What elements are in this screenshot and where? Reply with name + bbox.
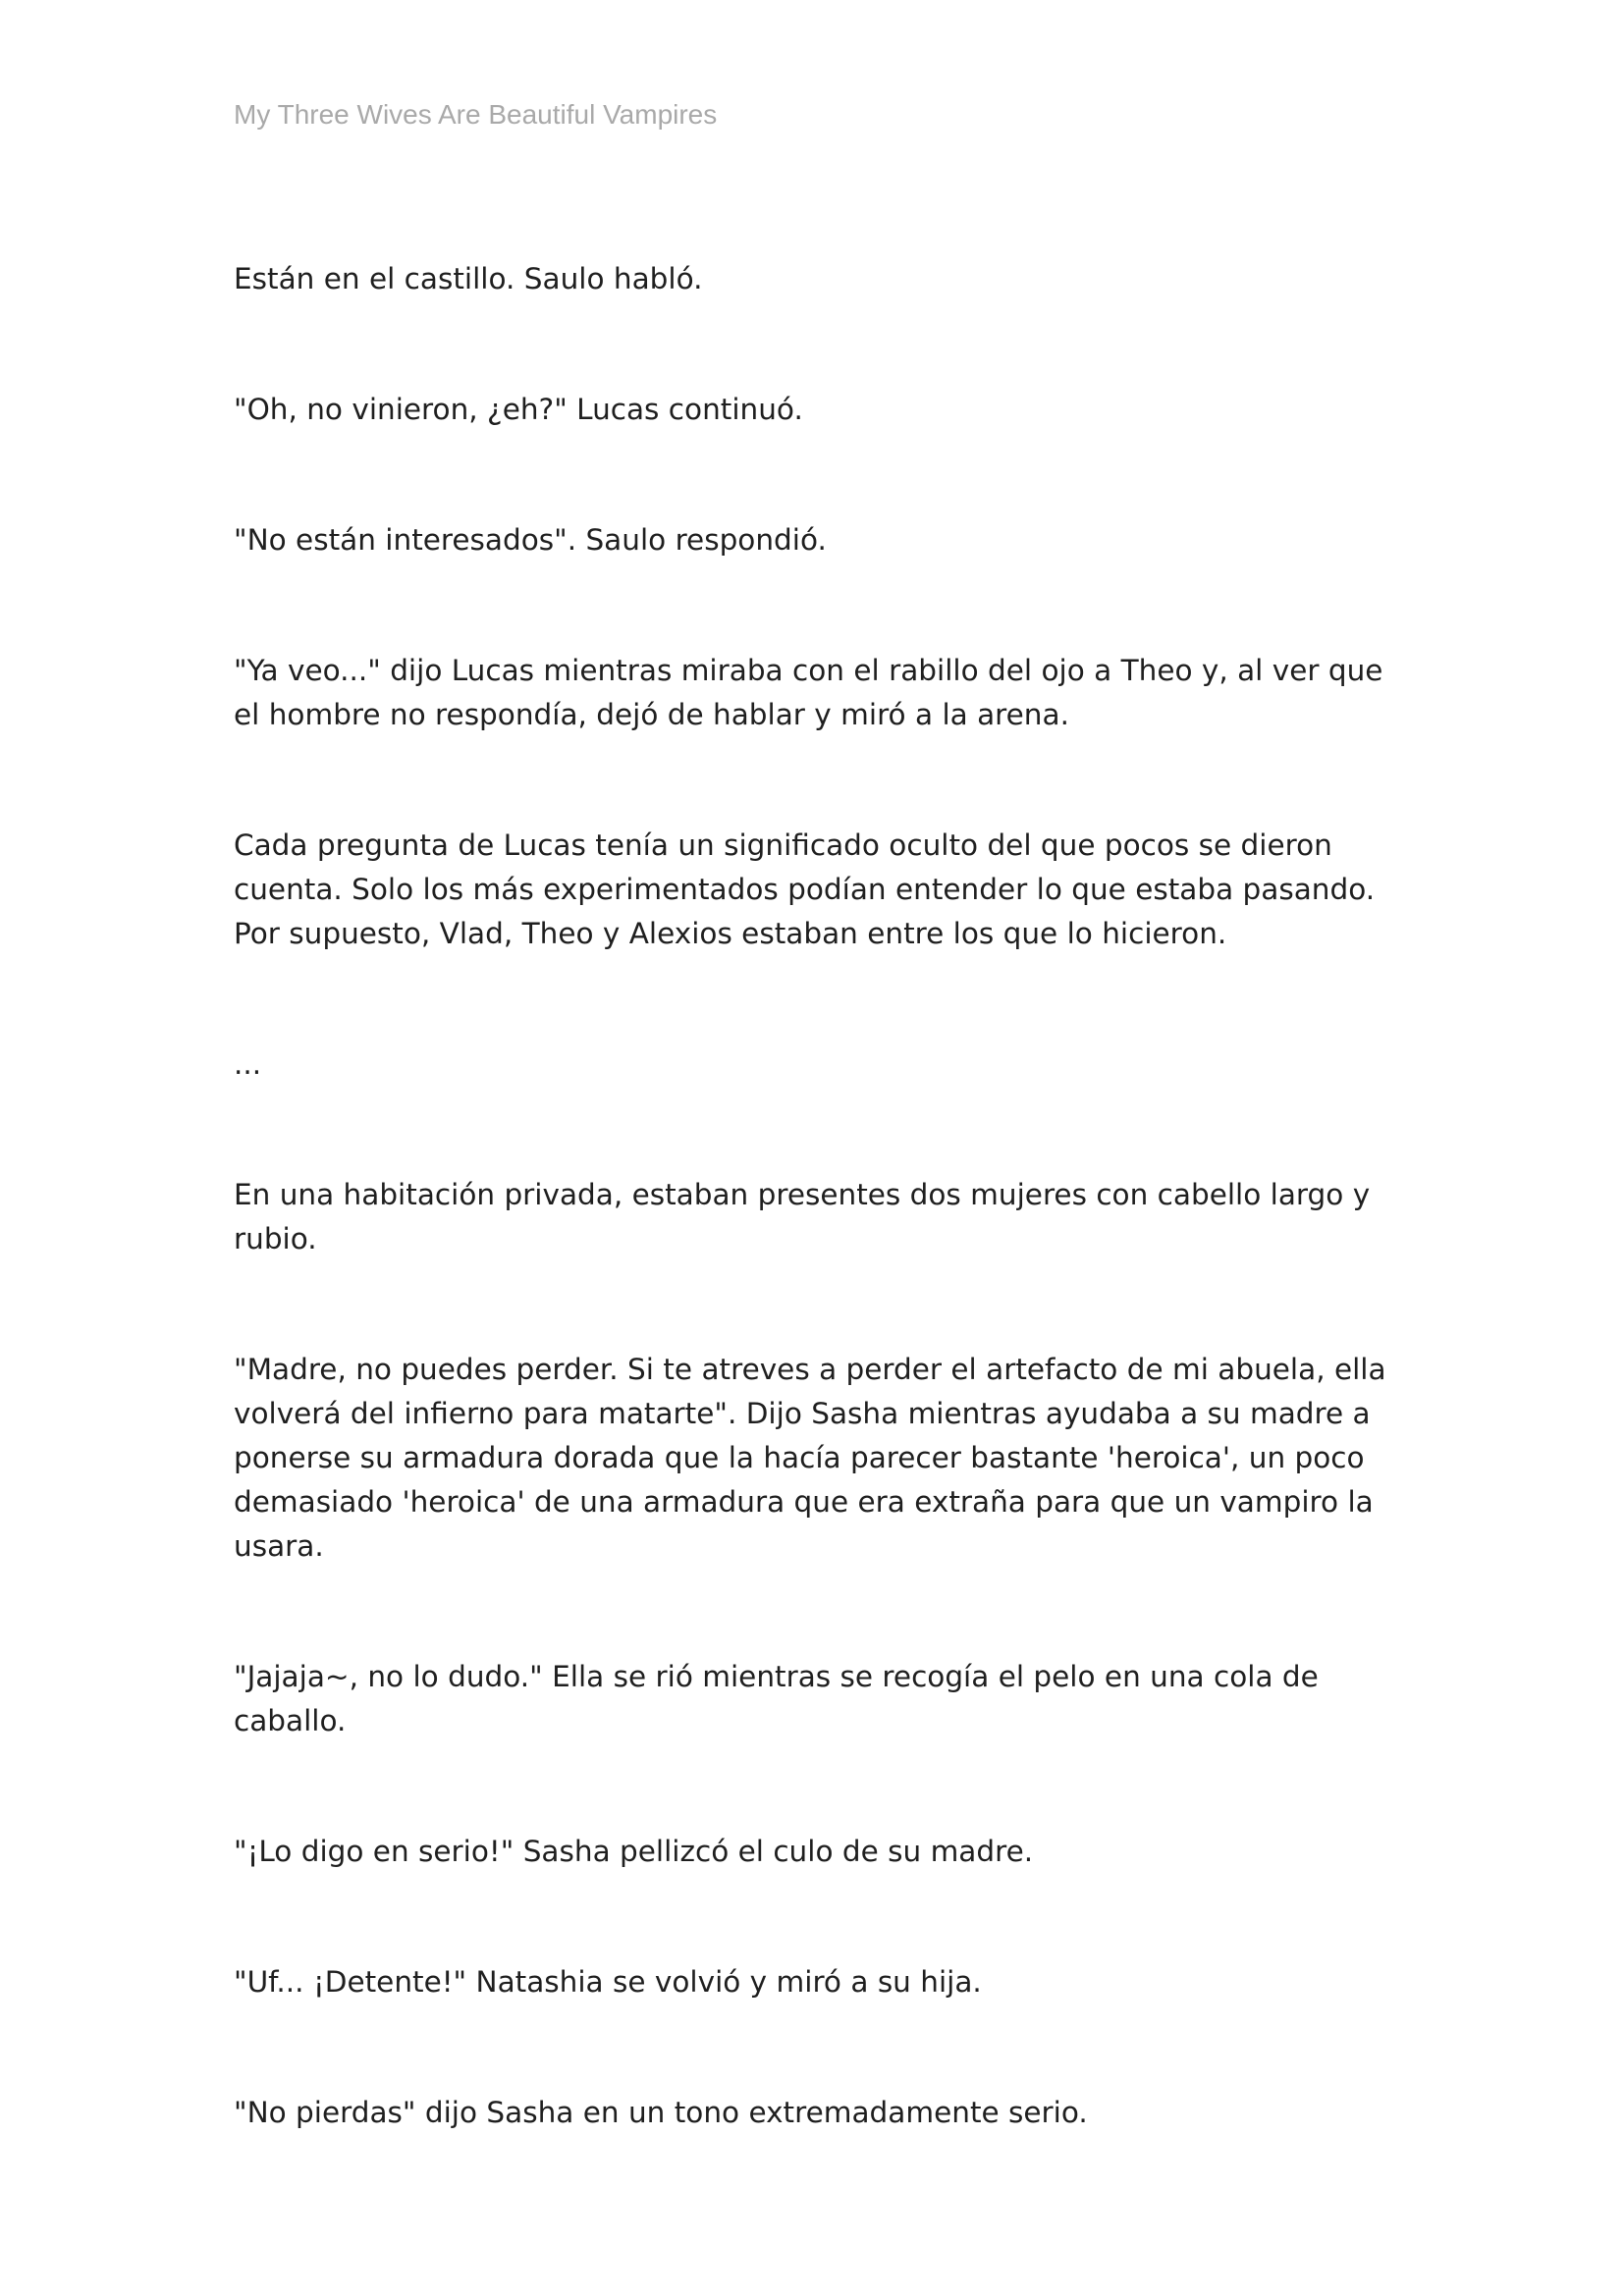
paragraph: "Ya veo..." dijo Lucas mientras miraba con el rabillo del ojo a Theo y, al ver que el hombre no respondía, dejó de hablar y miró a la arena. [234,654,1383,731]
paragraph: "No están interesados". Saulo respondió. [234,523,827,557]
paragraph: En una habitación privada, estaban presentes dos mujeres con cabello largo y rubio. [234,1178,1371,1255]
paragraph: "Jajaja~, no lo dudo." Ella se rió mientras se recogía el pelo en una cola de caballo. [234,1660,1319,1737]
paragraph: "Uf... ¡Detente!" Natashia se volvió y miró a su hija. [234,1965,982,1999]
paragraph: "No pierdas" dijo Sasha en un tono extremadamente serio. [234,2096,1088,2129]
paragraph: Cada pregunta de Lucas tenía un significado oculto del que pocos se dieron cuenta. Solo los más experimentados podían entender lo que estaba pasando. Por supuesto, Vlad, Theo y Alexios estaban entre los que lo hicieron. [234,828,1376,950]
paragraph: "¡Lo digo en serio!" Sasha pellizcó el culo de su madre. [234,1835,1034,1868]
scene-break: ... [234,1047,262,1081]
paragraph: "Madre, no puedes perder. Si te atreves a perder el artefacto de mi abuela, ella volverá del infierno para matarte". Dijo Sasha mientras ayudaba a su madre a ponerse su armadura dorada que la hacía parecer bastante 'heroica', un poco demasiado 'heroica' de una armadura que era extraña para que un vampiro la usara. [234,1353,1386,1563]
running-header: My Three Wives Are Beautiful Vampires [234,99,718,130]
paragraph: Están en el castillo. Saulo habló. [234,262,703,295]
paragraph: "Oh, no vinieron, ¿eh?" Lucas continuó. [234,393,803,426]
body-text [234,257,1412,2221]
